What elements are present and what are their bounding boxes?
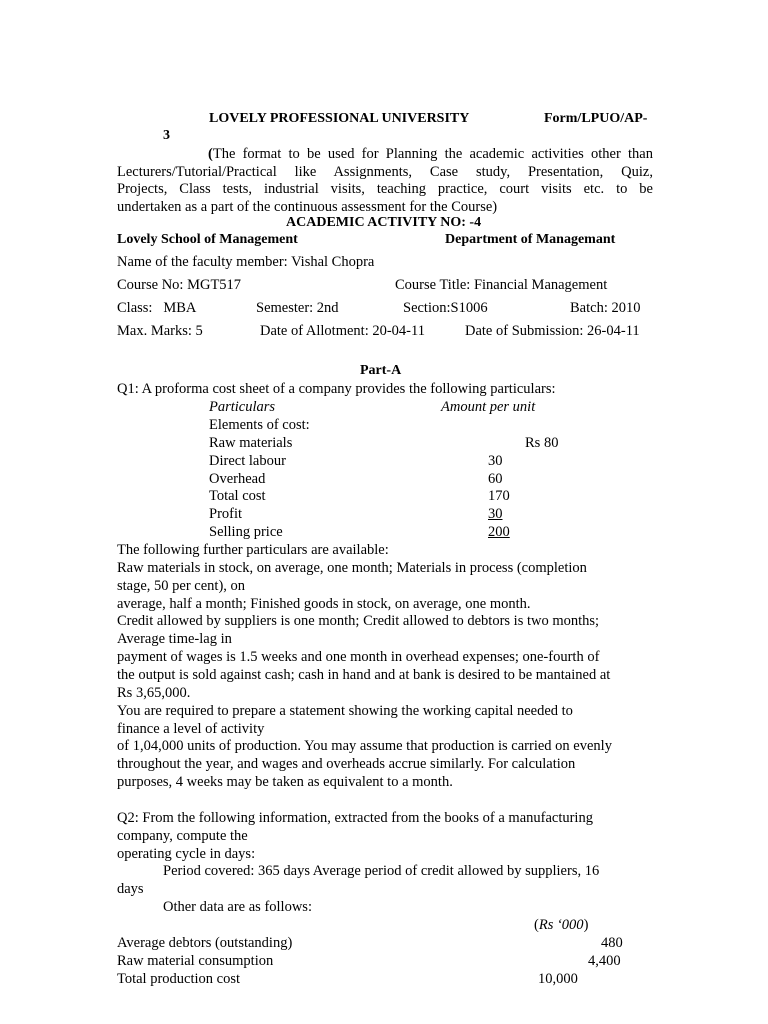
q1-row-value: Rs 80 xyxy=(525,435,559,451)
q1-line: of 1,04,000 units of production. You may assume that production is carried on evenly xyxy=(117,738,612,754)
activity-title: ACADEMIC ACTIVITY NO: -4 xyxy=(286,215,482,230)
q1-row-label: Total cost xyxy=(209,488,266,504)
department-name: Department of Managemant xyxy=(445,232,616,247)
q2-line: operating cycle in days: xyxy=(117,846,256,862)
date-submission: Date of Submission: 26-04-11 xyxy=(465,323,640,339)
q2-row-value: 4,400 xyxy=(588,953,621,969)
intro-paren: ( xyxy=(208,146,213,162)
school-name: Lovely School of Management xyxy=(117,232,298,247)
q2-unit-close: ) xyxy=(583,917,589,933)
q2-line: company, compute the xyxy=(117,828,248,844)
q1-line: stage, 50 per cent), on xyxy=(117,578,246,594)
q1-line: the output is sold against cash; cash in hand and at bank is desired to be mantained at xyxy=(117,667,611,683)
form-code-cont: 3 xyxy=(163,128,170,143)
q2-unit-label xyxy=(534,916,588,934)
intro-line-1-text: The format to be used for Planning the academic activities other than xyxy=(212,146,653,162)
q1-row-label: Selling price xyxy=(209,524,283,540)
course-no: Course No: MGT517 xyxy=(117,277,242,293)
intro-line-4: undertaken as a part of the continuous assessment for the Course) xyxy=(117,199,498,215)
q2-row-label: Raw material consumption xyxy=(117,953,274,969)
semester-field: Semester: 2nd xyxy=(256,300,339,316)
q1-line: Rs 3,65,000. xyxy=(117,685,191,701)
q1-line: Average time-lag in xyxy=(117,631,232,647)
q2-row-value: 480 xyxy=(601,935,623,951)
q1-line: average, half a month; Finished goods in stock, on average, one month. xyxy=(117,596,531,612)
course-title: Course Title: Financial Management xyxy=(395,277,608,293)
intro-line-3: Projects, Class tests, industrial visits, teaching practice, court visits etc. to be xyxy=(117,181,653,197)
q1-intro: Q1: A proforma cost sheet of a company provides the following particulars: xyxy=(117,381,556,397)
q1-row-label: Profit xyxy=(209,506,243,522)
q2-row-label: Total production cost xyxy=(117,971,241,987)
q2-row-value: 10,000 xyxy=(538,971,578,987)
part-heading: Part-A xyxy=(360,363,402,378)
q1-col-particulars: Particulars xyxy=(209,399,276,415)
section-field: Section:S1006 xyxy=(403,300,488,316)
q2-line: days xyxy=(117,881,144,897)
q1-line: finance a level of activity xyxy=(117,721,265,737)
class-field: Class: MBA xyxy=(117,300,197,316)
q1-row-label: Overhead xyxy=(209,471,266,487)
q2-row-label: Average debtors (outstanding) xyxy=(117,935,293,951)
q1-row-value: 30 xyxy=(488,453,503,469)
university-title: LOVELY PROFESSIONAL UNIVERSITY xyxy=(209,111,470,126)
q1-row-value: 30 xyxy=(488,506,503,522)
q1-line: throughout the year, and wages and overheads accrue similarly. For calculation xyxy=(117,756,576,772)
form-code: Form/LPUO/AP- xyxy=(544,111,648,126)
q1-line: payment of wages is 1.5 weeks and one month in overhead expenses; one-fourth of xyxy=(117,649,600,665)
batch-field: Batch: 2010 xyxy=(570,300,641,316)
intro-line-2: Lecturers/Tutorial/Practical like Assignments, Case study, Presentation, Quiz, xyxy=(117,164,653,180)
q1-row-value: 60 xyxy=(488,471,503,487)
intro-line-1 xyxy=(208,145,653,163)
q1-line: The following further particulars are available: xyxy=(117,542,389,558)
q1-row-value: 170 xyxy=(488,488,510,504)
q1-row-label: Direct labour xyxy=(209,453,286,469)
q1-col-amount: Amount per unit xyxy=(441,399,536,415)
faculty-name: Name of the faculty member: Vishal Chopra xyxy=(117,254,375,270)
q1-line: You are required to prepare a statement showing the working capital needed to xyxy=(117,703,573,719)
q1-line: purposes, 4 weeks may be taken as equivalent to a month. xyxy=(117,774,453,790)
q2-unit: Rs ‘000 xyxy=(538,917,584,933)
q1-row-value: 200 xyxy=(488,524,510,540)
q2-line: Period covered: 365 days Average period of credit allowed by suppliers, 16 xyxy=(163,863,600,879)
q2-unit-open: ( xyxy=(534,917,539,933)
date-allotment: Date of Allotment: 20-04-11 xyxy=(260,323,425,339)
max-marks: Max. Marks: 5 xyxy=(117,323,203,339)
q1-line: Credit allowed by suppliers is one month; Credit allowed to debtors is two months; xyxy=(117,613,600,629)
q2-line: Other data are as follows: xyxy=(163,899,312,915)
q2-line: Q2: From the following information, extracted from the books of a manufacturing xyxy=(117,810,593,826)
q1-elements-label: Elements of cost: xyxy=(209,417,310,433)
q1-line: Raw materials in stock, on average, one month; Materials in process (completion xyxy=(117,560,587,576)
q1-row-label: Raw materials xyxy=(209,435,293,451)
